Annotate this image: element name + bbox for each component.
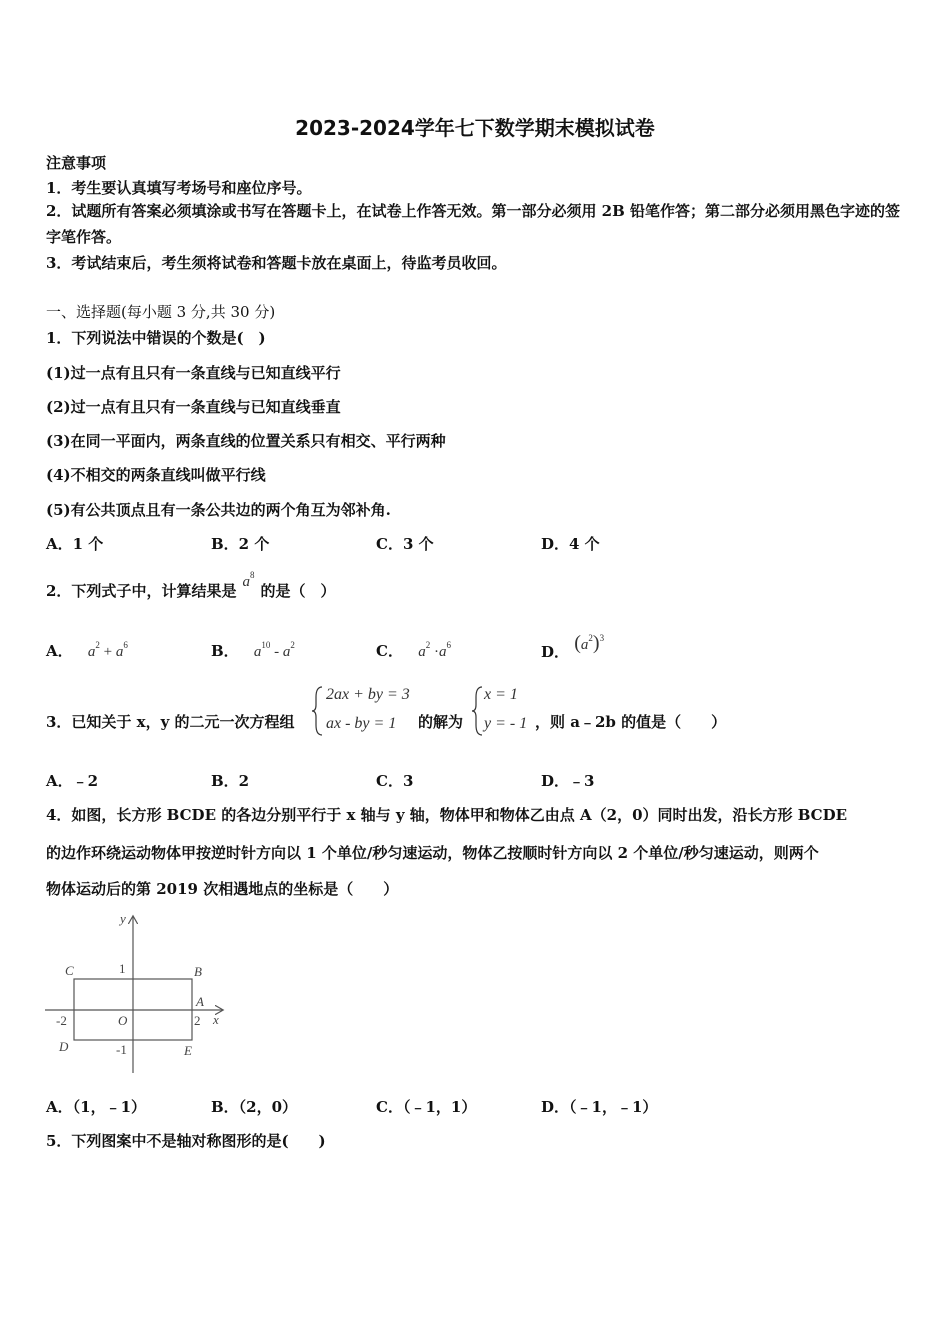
q1-statement-3: (3)在同一平面内，两条直线的位置关系只有相交、平行两种 <box>46 432 446 450</box>
q2-option-a-label: A． <box>46 642 73 660</box>
q1-option-c: C．3 个 <box>376 535 434 553</box>
q2-option-c-math: $a^2 \cdot a^6$ <box>418 640 451 660</box>
q2-stem-math <box>242 570 255 590</box>
section-heading: 一、选择题(每小题 3 分,共 30 分) <box>46 303 276 321</box>
q2-option-a-math: $a^2 + a^6$ <box>87 640 128 660</box>
q1-option-d: D．4 个 <box>541 535 600 553</box>
q1-statement-2: (2)过一点有且只有一条直线与已知直线垂直 <box>46 398 341 416</box>
tick-label-2: 2 <box>194 1013 201 1028</box>
origin-label: O <box>118 1013 128 1028</box>
point-c-label: C <box>65 963 74 978</box>
y-axis-label: y <box>120 911 126 926</box>
q2-math-base: a <box>242 574 250 590</box>
q3-option-b: B．2 <box>211 772 250 790</box>
q1-statement-5: (5)有公共顶点且有一条公共边的两个角互为邻补角. <box>46 501 391 519</box>
q3-stem-after: ，则 a﹣2b 的值是（ ） <box>535 713 727 731</box>
q2-option-a <box>46 640 128 661</box>
notice-item-1: 1．考生要认真填写考场号和座位序号。 <box>46 179 312 197</box>
q1-option-a: A．1 个 <box>46 535 104 553</box>
x-axis-label: x <box>213 1012 219 1027</box>
q3-solution-1: x = 1 <box>484 686 518 703</box>
notice-item-3: 3．考试结束后，考生须将试卷和答题卡放在桌面上，待监考员收回。 <box>46 254 507 272</box>
q1-stem: 1．下列说法中错误的个数是( ) <box>46 329 266 347</box>
q2-stem-after: 的是（ ） <box>260 582 336 600</box>
q3-option-a: A．﹣2 <box>46 772 99 790</box>
tick-label-1: 1 <box>119 961 126 976</box>
q4-option-a: A．（1，﹣1） <box>46 1098 147 1116</box>
q5-stem: 5．下列图案中不是轴对称图形的是( ) <box>46 1132 326 1150</box>
point-a-label: A <box>196 994 204 1009</box>
point-e-label: E <box>184 1043 192 1058</box>
q2-option-b <box>211 640 295 661</box>
q2-option-c-label: C． <box>376 642 403 660</box>
q2-stem-before: 2．下列式子中，计算结果是 <box>46 582 237 600</box>
q1-statement-4: (4)不相交的两条直线叫做平行线 <box>46 466 266 484</box>
q2-option-b-label: B． <box>211 642 239 660</box>
page-title: 2023-2024学年七下数学期末模拟试卷 <box>295 116 655 140</box>
q4-stem-line-3: 物体运动后的第 2019 次相遇地点的坐标是（ ） <box>46 880 399 898</box>
q2-option-b-math: $a^{10} - a^2$ <box>253 640 295 660</box>
q2-stem <box>46 570 336 601</box>
notice-item-2: 2．试题所有答案必须填涂或书写在答题卡上，在试卷上作答无效。第一部分必须用 2B 铅笔作答；第二部分必须用黑色字迹的签字笔作答。 <box>46 202 901 246</box>
q1-statement-1: (1)过一点有且只有一条直线与已知直线平行 <box>46 364 341 382</box>
q2-option-d <box>541 632 605 663</box>
notice-heading: 注意事项 <box>46 154 107 172</box>
q4-figure <box>40 905 240 1080</box>
q2-option-d-label: D． <box>541 643 570 661</box>
q2-math-exp: 8 <box>249 570 255 580</box>
q3-stem-before: 3．已知关于 x，y 的二元一次方程组 <box>46 713 295 731</box>
q2-option-c <box>376 640 451 661</box>
point-d-label: D <box>59 1039 69 1054</box>
tick-label-neg-1: -1 <box>116 1042 127 1057</box>
q2-option-d-math: $(a^2)^3$ <box>574 632 605 654</box>
q3-solution-2: y = - 1 <box>484 715 528 732</box>
q3-equation-2: ax - by = 1 <box>326 715 397 732</box>
tick-label-neg-2: -2 <box>56 1013 67 1028</box>
q3-option-d: D．﹣3 <box>541 772 595 790</box>
q3-stem-middle: 的解为 <box>418 713 464 731</box>
q4-stem-line-1: 4．如图，长方形 BCDE 的各边分别平行于 x 轴与 y 轴，物体甲和物体乙由点 A（2，0）同时出发，沿长方形 BCDE <box>46 806 848 824</box>
q3-option-c: C．3 <box>376 772 414 790</box>
q4-option-d: D．（﹣1，﹣1） <box>541 1098 658 1116</box>
q4-option-c: C．（﹣1，1） <box>376 1098 477 1116</box>
q3-equation-1: 2ax + by = 3 <box>326 686 410 703</box>
q4-stem-line-2: 的边作环绕运动物体甲按逆时针方向以 1 个单位/秒匀速运动，物体乙按顺时针方向以 2 个单位/秒匀速运动，则两个 <box>46 844 819 862</box>
q1-option-b: B．2 个 <box>211 535 270 553</box>
q4-option-b: B．（2，0） <box>211 1098 298 1116</box>
point-b-label: B <box>194 964 202 979</box>
